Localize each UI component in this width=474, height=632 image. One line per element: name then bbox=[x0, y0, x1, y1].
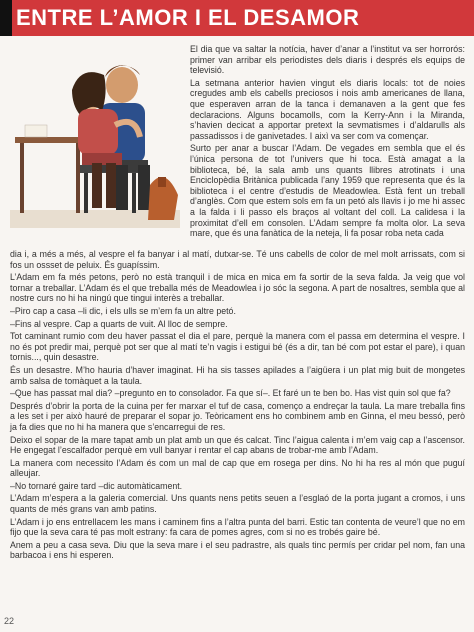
paragraph: –No tornaré gaire tard –dic automàticament. bbox=[10, 480, 183, 491]
paragraph: Anem a peu a casa seva. Diu que la seva mare i el seu padrastre, als quals tinc permís per cridar pel nom, fan una barbacoa i ens hi esperen. bbox=[10, 539, 465, 561]
page-number: 22 bbox=[4, 616, 15, 626]
paragraph: Tot caminant rumio com deu haver passat el dia el pare, perquè la manera com el passa em determina el vespre. I no és pot predir mai, perquè pot ser que al matí te’n vagis i estigui bé (és a dir, tan bé com pot estar el pare), i quan tornis..., quin desastre. bbox=[10, 331, 465, 363]
paragraph: Surto per anar a buscar l’Adam. De vegades em sembla que el és l’única persona de tot l’univers que hi toca. Està amagat a la biblioteca, bé, la sala amb uns quants llibres atrotinats i una Enciclopèdia Britànica publicada l’any 1959 que representa que és la biblioteca i el centre d’estudis de Meadowlea. Està fent un treball d’anglès. Com que estem sols em fa un petó als llavis i jo me hi assec a la falda i li passo els braços al voltant del coll. La calidesa i la proximitat d’ell em consolen. L’Adam sempre fa molta olor. La seva mare, que és una fanàtica de la neteja, li fa posar roba neta cada bbox=[190, 143, 465, 239]
paragraph: –Piro cap a casa –li dic, i els ulls se m’em fa un altre petó. bbox=[10, 305, 236, 316]
paragraph: –Fins al vespre. Cap a quarts de vuit. Al lloc de sempre. bbox=[10, 318, 228, 329]
paragraph: La setmana anterior havien vingut els diaris locals: tot de noies cregudes amb els cabells preciosos i nois amb americanes de llana, que esperaven arran de la tanca i demanaven a la gent que fes declaracions. Alguns bocamolls, com la Kerry-Ann i la Miranda, s’havien decicat a apportar pretext la sevmatismes i d’aldarulls als passadissos i de ganivetades. I aixì va ser com va començar. bbox=[190, 77, 465, 141]
paragraph: L’Adam i jo ens entrellacem les mans i caminem fins a l’altra punta del barri. Estic tan contenta de veure’l que no em fijo que la seva cara té pas molt estrany: fa cara de pomes agres, com si no es trobés gaire bé. bbox=[10, 516, 465, 538]
paragraph: –Que has passat mal dia? –pregunto en to consolador. Fa que sí–. Et faré un te ben bo. Has vist quin sol que fa? bbox=[10, 388, 451, 399]
paragraph: El dia que va saltar la notícia, haver d’anar a l’institut va ser horrorós: primer van arribar els periodistes dels diaris i després els equips de televisió. bbox=[190, 44, 465, 76]
paragraph: És un desastre. M’ho hauria d’haver imaginat. Hi ha sis tasses apilades a l’aigüera i un plat mig buit de mongetes amb salsa de tomàquet a la taula. bbox=[10, 364, 465, 386]
couple-embracing-illustration bbox=[10, 45, 180, 228]
chapter-header bbox=[0, 0, 474, 36]
right-column-text bbox=[190, 44, 465, 241]
paragraph: L’Adam m’espera a la galeria comercial. Uns quants nens petits seuen a l’esglaó de la porta jugant a cromos, i uns quants de més grans van amb patins. bbox=[10, 493, 465, 515]
paragraph: Deixo el sopar de la mare tapat amb un plat amb un que és calcat. Tinc l’aigua calenta i m’em vaig cap a l’ascensor. He engegat l’escalfador perquè em vull banyar i rentar el cap abans de trobar-me amb l’Adam. bbox=[10, 434, 465, 456]
chapter-title: ENTRE L’AMOR I EL DESAMOR bbox=[16, 5, 360, 30]
paragraph: dia i, a més a més, al vespre el fa banyar i al matí, dutxar-se. Té uns cabells de color de mel molt arrissats, com si fos un ossset de peluix. És guapíssim. bbox=[10, 249, 465, 270]
paragraph: Després d’obrir la porta de la cuina per fer marxar el tuf de casa, començo a endreçar la taula. La mare treballa fins a les set i per això hauré de preparar el sopar jo. Teòricament ens ho combinem amb en Ginna, el meu bessó, però ja fa dies que no hi ha manera que s’encarregui de res. bbox=[10, 400, 465, 432]
paragraph: La manera com necessito l’Adam és com un mal de cap que em rosega per dins. No hi ha res al món que puguí alleujar. bbox=[10, 457, 465, 479]
paragraph: L’Adam em fa més petons, però no està tranquil i de mica en mica em fa sortir de la seva falda. Ja veig que vol tornar a treballar. L’Adam és el que treballa més de Meadowlea i jo sóc la segona. A part de nosaltres, sembla que al nostre curs no hi ha ningú que tingui interès a treballar. bbox=[10, 272, 465, 304]
chapter-badge bbox=[0, 0, 12, 36]
full-width-text bbox=[10, 249, 465, 563]
